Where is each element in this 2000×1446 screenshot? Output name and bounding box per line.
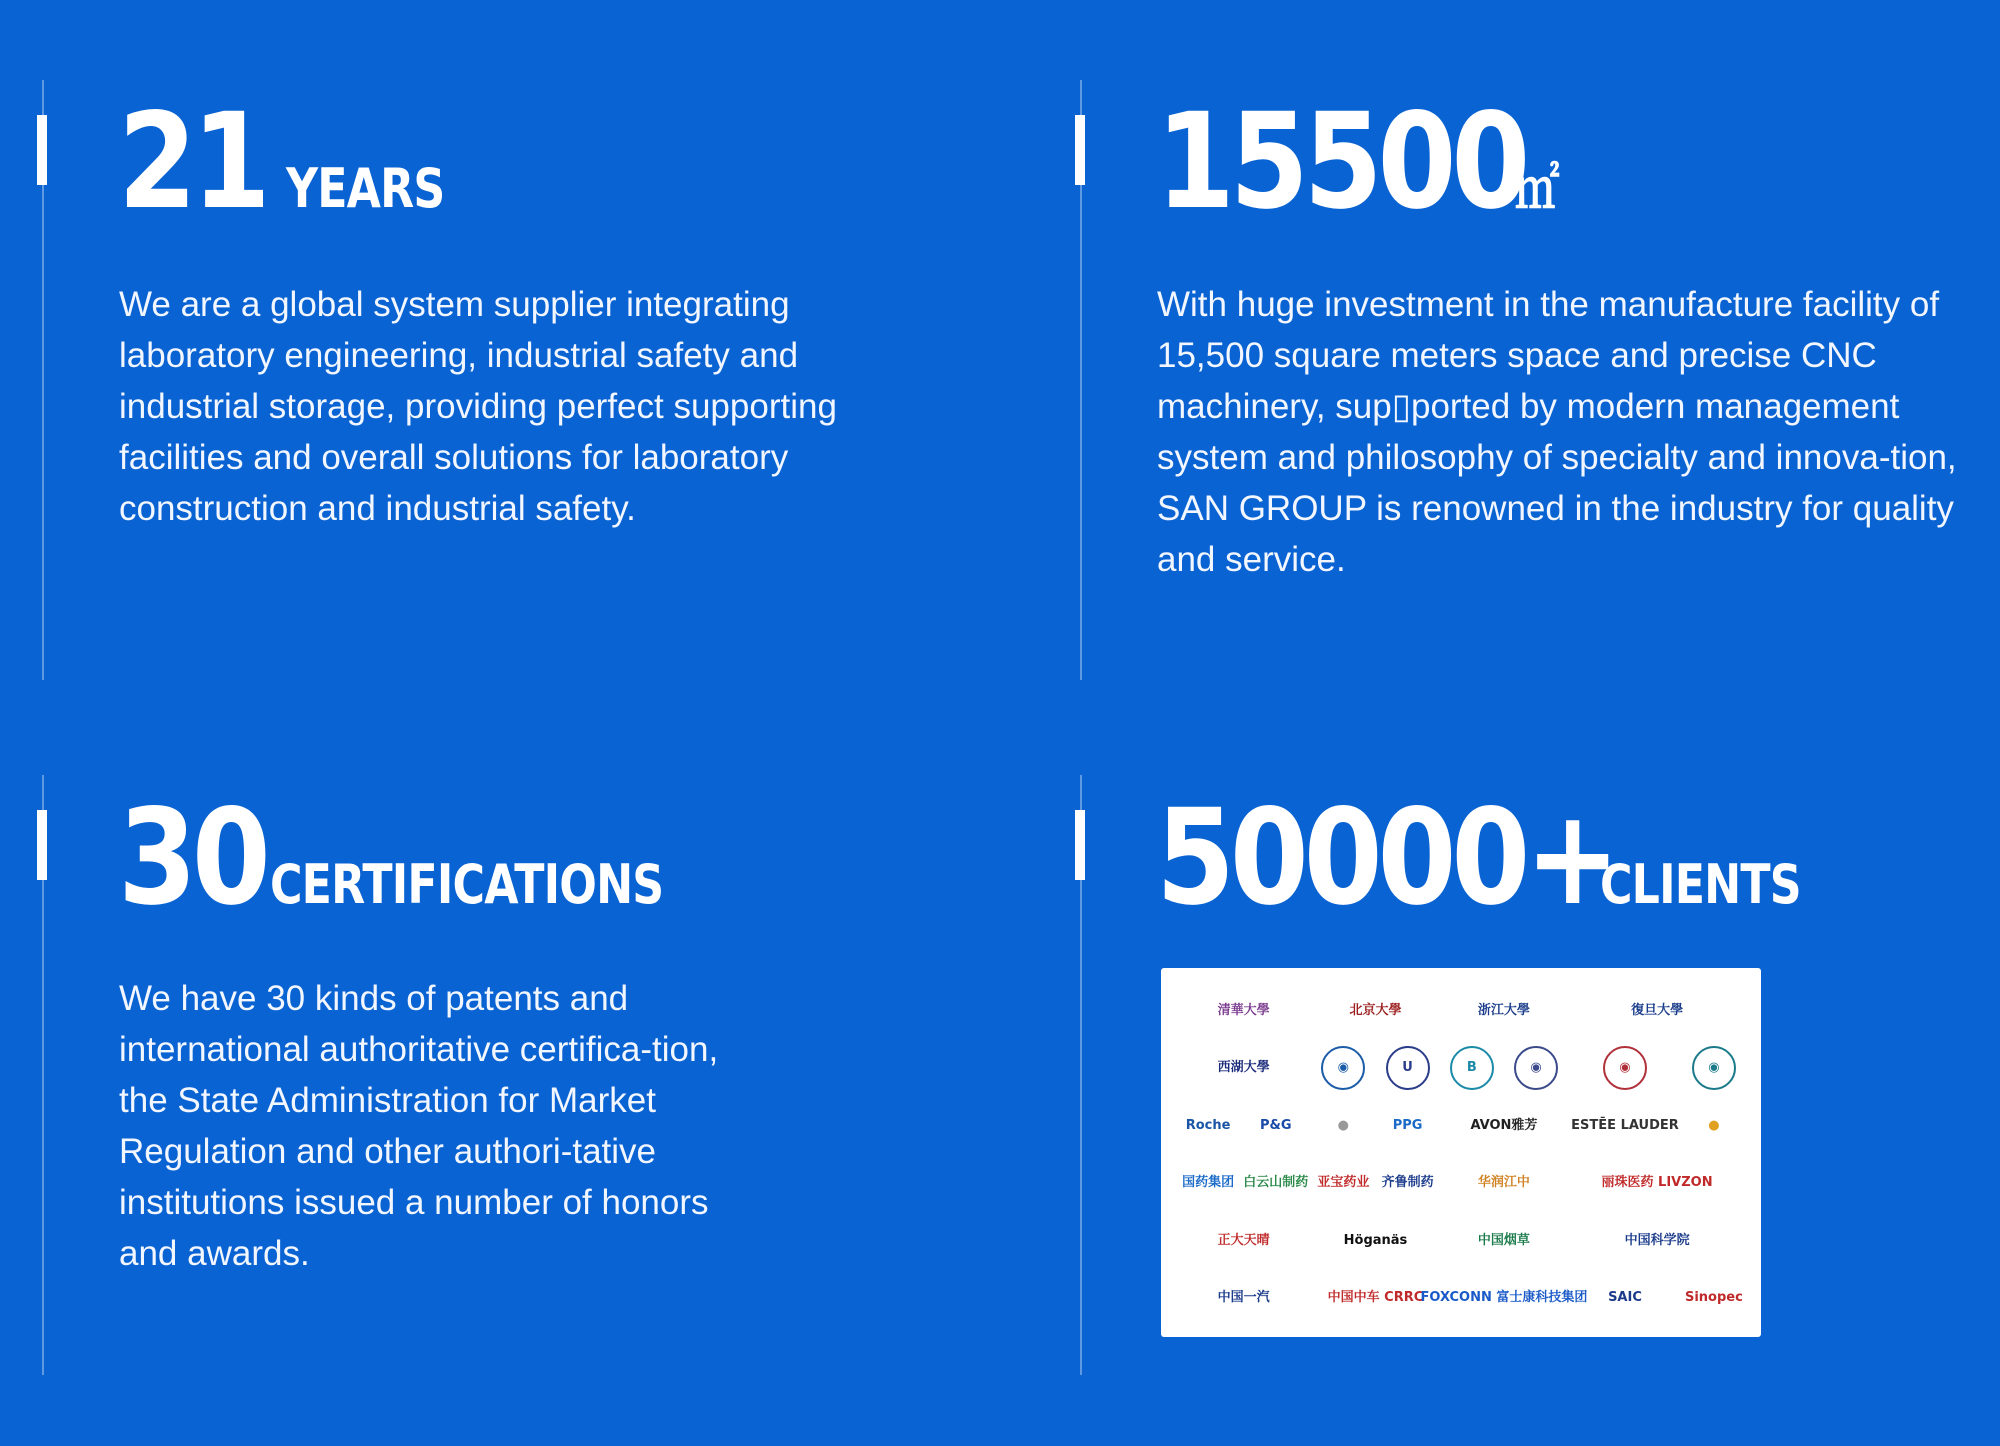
accent-marker [1075, 115, 1085, 185]
client-logo: Sinopec [1684, 1290, 1743, 1306]
client-logo: 北京大學 [1349, 1002, 1402, 1018]
accent-marker [1075, 810, 1085, 880]
client-logo: 华润江中 [1477, 1175, 1530, 1191]
client-logo: 中国烟草 [1477, 1232, 1530, 1248]
client-logo: 丽珠医药 LIVZON [1601, 1175, 1713, 1191]
client-logo: FOXCONN 富士康科技集团 [1420, 1290, 1588, 1306]
client-logo: 復旦大學 [1631, 1002, 1684, 1018]
client-logo: B [1443, 1044, 1501, 1094]
stat-headline [1156, 85, 1568, 239]
client-logo: SAIC [1608, 1290, 1642, 1306]
client-logo: Roche [1185, 1117, 1231, 1133]
stat-number: 21 [118, 85, 266, 239]
stat-unit: CERTIFICATIONS [269, 853, 664, 916]
client-logo: P&G [1259, 1117, 1292, 1133]
client-logo: ◉ [1314, 1044, 1372, 1094]
client-logo: 西湖大學 [1217, 1060, 1270, 1076]
client-logo: ◉ [1685, 1044, 1743, 1094]
stat-number: 15500 [1156, 85, 1526, 239]
stat-unit: CLIENTS [1599, 853, 1801, 916]
stat-unit: ㎡ [1515, 157, 1559, 220]
stat-headline [118, 85, 479, 239]
client-logo: ◉ [1507, 1044, 1565, 1094]
client-logo: 中国一汽 [1217, 1290, 1270, 1306]
client-logo: U [1378, 1044, 1436, 1094]
client-logo: 正大天晴 [1217, 1232, 1270, 1248]
client-logo: ESTĒE LAUDER [1571, 1117, 1679, 1133]
stat-description: We have 30 kinds of patents and international authoritative certifica-tion, the State Administration for Market Regulation and other authori-tative institutions issued a number of honors and awards. [119, 979, 719, 1273]
client-logo: 浙江大學 [1477, 1002, 1530, 1018]
client-logo: 中国中车 CRRC [1327, 1290, 1424, 1306]
client-logo: ● [1708, 1117, 1720, 1133]
client-logo: AVON雅芳 [1470, 1117, 1538, 1133]
client-logo: Höganäs [1343, 1232, 1408, 1248]
client-logo: 国药集团 [1182, 1175, 1235, 1191]
client-logo: 齐鲁制药 [1381, 1175, 1434, 1191]
stat-unit: YEARS [285, 157, 445, 220]
client-logo: ◉ [1571, 1044, 1679, 1094]
stat-number: 50000+ [1156, 781, 1616, 935]
stat-headline [1156, 781, 1845, 935]
accent-marker [37, 115, 47, 185]
stat-description: We are a global system supplier integrating laboratory engineering, industrial safety and industrial storage, providing perfect supporting facilities and overall solutions for laboratory construction and industrial safety. [119, 285, 837, 528]
client-logo: PPG [1392, 1117, 1423, 1133]
client-logo: 中国科学院 [1624, 1232, 1690, 1248]
stat-number: 30 [118, 781, 266, 935]
client-logo: 亚宝药业 [1317, 1175, 1370, 1191]
stat-headline [118, 781, 749, 935]
client-logo: 清華大學 [1217, 1002, 1270, 1018]
client-logo: ● [1337, 1117, 1350, 1133]
client-logo: 白云山制药 [1243, 1175, 1309, 1191]
accent-marker [37, 810, 47, 880]
stat-description: With huge investment in the manufacture facility of 15,500 square meters space and precise CNC machinery, sup▯ported by modern management system and philosophy of specialty and innova-tion, SAN GROUP is renowned in the industry for quality and service. [1157, 285, 1957, 579]
client-logo-wall [1161, 968, 1761, 1337]
